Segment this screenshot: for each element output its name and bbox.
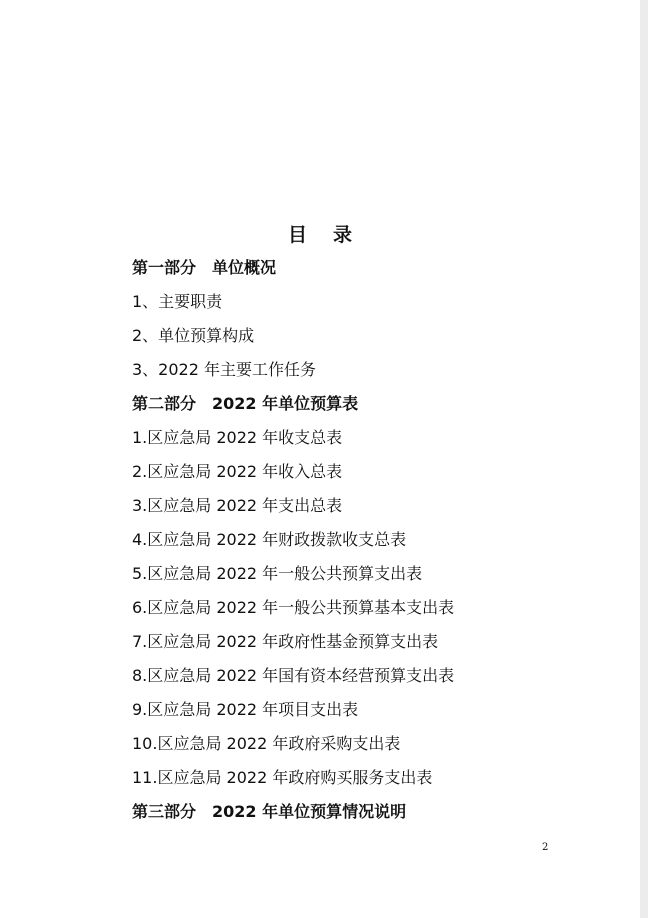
toc-item: 10.区应急局 2022 年政府采购支出表 bbox=[132, 734, 401, 753]
toc-item: 8.区应急局 2022 年国有资本经营预算支出表 bbox=[132, 666, 455, 685]
toc-item: 4.区应急局 2022 年财政拨款收支总表 bbox=[132, 530, 407, 549]
toc-item: 1.区应急局 2022 年收支总表 bbox=[132, 428, 343, 447]
toc-title: 目录 bbox=[287, 224, 378, 246]
page-number: 2 bbox=[542, 842, 549, 853]
toc-item: 7.区应急局 2022 年政府性基金预算支出表 bbox=[132, 632, 439, 651]
toc-item: 3、2022 年主要工作任务 bbox=[132, 360, 316, 379]
toc-item: 1、主要职责 bbox=[132, 292, 223, 311]
toc-section-3: 第三部分 2022 年单位预算情况说明 bbox=[132, 802, 407, 821]
toc-item: 11.区应急局 2022 年政府购买服务支出表 bbox=[132, 768, 433, 787]
viewer-edge bbox=[640, 0, 648, 918]
toc-section-2: 第二部分 2022 年单位预算表 bbox=[132, 394, 359, 413]
toc-item: 2、单位预算构成 bbox=[132, 326, 255, 345]
toc-item: 5.区应急局 2022 年一般公共预算支出表 bbox=[132, 564, 423, 583]
toc-item: 2.区应急局 2022 年收入总表 bbox=[132, 462, 343, 481]
toc-section-1: 第一部分 单位概况 bbox=[132, 258, 277, 277]
toc-item: 9.区应急局 2022 年项目支出表 bbox=[132, 700, 359, 719]
toc-item: 3.区应急局 2022 年支出总表 bbox=[132, 496, 343, 515]
toc-item: 6.区应急局 2022 年一般公共预算基本支出表 bbox=[132, 598, 455, 617]
